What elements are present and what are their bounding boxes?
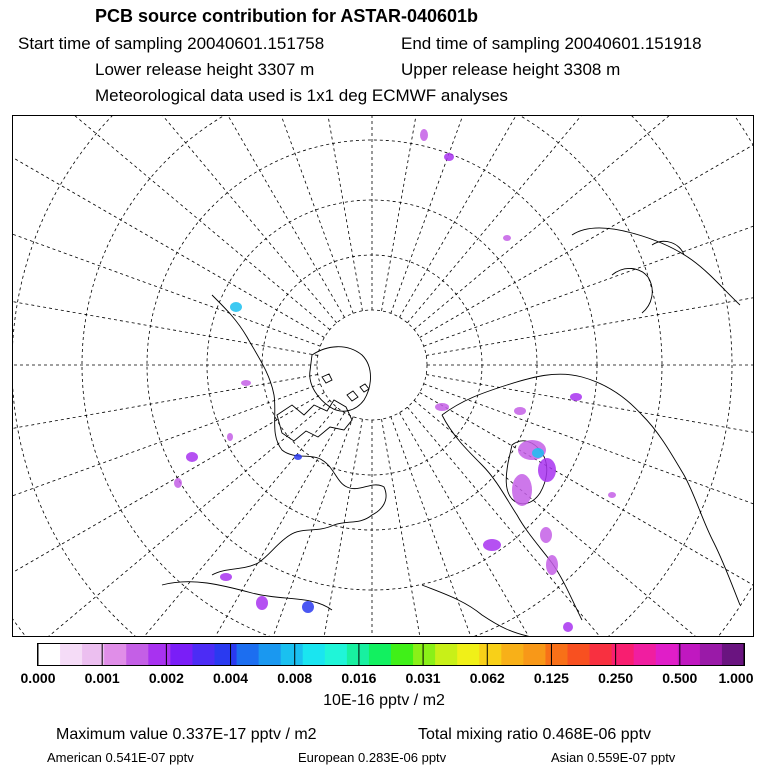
american-contribution: American 0.541E-07 pptv bbox=[47, 750, 194, 765]
colorbar-tick-label: 0.000 bbox=[20, 670, 56, 686]
colorbar-cell bbox=[700, 644, 723, 665]
plume-blob bbox=[608, 492, 616, 498]
plume-blob bbox=[540, 527, 552, 543]
met-data-info: Meteorological data used is 1x1 deg ECMWF analyses bbox=[95, 86, 508, 105]
plume-blob bbox=[483, 539, 501, 551]
colorbar-cell bbox=[148, 644, 171, 665]
plot-title: PCB source contribution for ASTAR-040601b bbox=[95, 6, 479, 26]
start-time: Start time of sampling 20040601.151758 bbox=[18, 34, 325, 53]
plume-blob bbox=[546, 555, 558, 575]
colorbar-tick-label: 0.125 bbox=[533, 670, 569, 686]
colorbar-cell bbox=[413, 644, 436, 665]
plume-blob bbox=[538, 458, 556, 482]
plume-blob bbox=[256, 596, 268, 610]
map-frame bbox=[13, 116, 754, 637]
plume-blob bbox=[174, 478, 182, 488]
colorbar-unit: 10E-16 pptv / m2 bbox=[323, 692, 445, 709]
colorbar-cell bbox=[656, 644, 679, 665]
lower-release-height: Lower release height 3307 m bbox=[95, 60, 315, 79]
colorbar-cell bbox=[281, 644, 304, 665]
colorbar-cell bbox=[104, 644, 127, 665]
colorbar-cell bbox=[325, 644, 348, 665]
colorbar-cell bbox=[612, 644, 635, 665]
colorbar-cell bbox=[523, 644, 546, 665]
plume-blob bbox=[294, 454, 302, 460]
colorbar-cell bbox=[590, 644, 613, 665]
european-contribution: European 0.283E-06 pptv bbox=[298, 750, 447, 765]
end-time: End time of sampling 20040601.151918 bbox=[401, 34, 702, 53]
plume-blob bbox=[512, 474, 532, 506]
colorbar-tick-label: 0.250 bbox=[598, 670, 634, 686]
colorbar-cell bbox=[347, 644, 370, 665]
colorbar-cell bbox=[479, 644, 502, 665]
colorbar-cell bbox=[545, 644, 568, 665]
colorbar-tick-label: 0.031 bbox=[405, 670, 441, 686]
colorbar-cell bbox=[457, 644, 480, 665]
colorbar-cell bbox=[369, 644, 392, 665]
max-value: Maximum value 0.337E-17 pptv / m2 bbox=[56, 726, 317, 743]
colorbar-cell bbox=[568, 644, 591, 665]
colorbar-cell bbox=[126, 644, 149, 665]
colorbar-cell bbox=[237, 644, 260, 665]
colorbar-cell bbox=[303, 644, 326, 665]
plume-blob bbox=[230, 302, 242, 312]
colorbar-tick-label: 1.000 bbox=[718, 670, 754, 686]
plume-blob bbox=[186, 452, 198, 462]
colorbar-cell bbox=[259, 644, 282, 665]
plume-blob bbox=[532, 448, 544, 458]
colorbar-cell bbox=[38, 644, 61, 665]
polar-map bbox=[12, 115, 754, 637]
colorbar-tick-label: 0.008 bbox=[277, 670, 313, 686]
colorbar-tick-label: 0.004 bbox=[213, 670, 249, 686]
colorbar-tick-label: 0.500 bbox=[662, 670, 698, 686]
colorbar-cell bbox=[391, 644, 414, 665]
plume-blob bbox=[444, 153, 454, 161]
colorbar-cell bbox=[722, 644, 745, 665]
colorbar-cell bbox=[60, 644, 83, 665]
colorbar-cell bbox=[634, 644, 657, 665]
colorbar-tick-label: 0.001 bbox=[84, 670, 120, 686]
plume-blob bbox=[227, 433, 233, 441]
upper-release-height: Upper release height 3308 m bbox=[401, 60, 621, 79]
total-mixing-ratio: Total mixing ratio 0.468E-06 pptv bbox=[418, 726, 652, 743]
plume-blob bbox=[435, 403, 449, 411]
colorbar-cell bbox=[82, 644, 105, 665]
colorbar-tick-label: 0.062 bbox=[469, 670, 505, 686]
colorbar-cell bbox=[192, 644, 215, 665]
plume-blob bbox=[220, 573, 232, 581]
colorbar-cell bbox=[501, 644, 524, 665]
plume-blob bbox=[420, 129, 428, 141]
plume-blob bbox=[570, 393, 582, 401]
colorbar-cell bbox=[215, 644, 238, 665]
plume-blob bbox=[302, 601, 314, 613]
asian-contribution: Asian 0.559E-07 pptv bbox=[551, 750, 676, 765]
plume-blob bbox=[514, 407, 526, 415]
colorbar bbox=[0, 640, 768, 670]
colorbar-cell bbox=[678, 644, 701, 665]
colorbar-tick-label: 0.002 bbox=[148, 670, 184, 686]
plume-blob bbox=[563, 622, 573, 632]
colorbar-cell bbox=[170, 644, 193, 665]
colorbar-cell bbox=[435, 644, 458, 665]
plume-blob bbox=[241, 380, 251, 386]
plume-blob bbox=[503, 235, 511, 241]
colorbar-tick-label: 0.016 bbox=[341, 670, 377, 686]
